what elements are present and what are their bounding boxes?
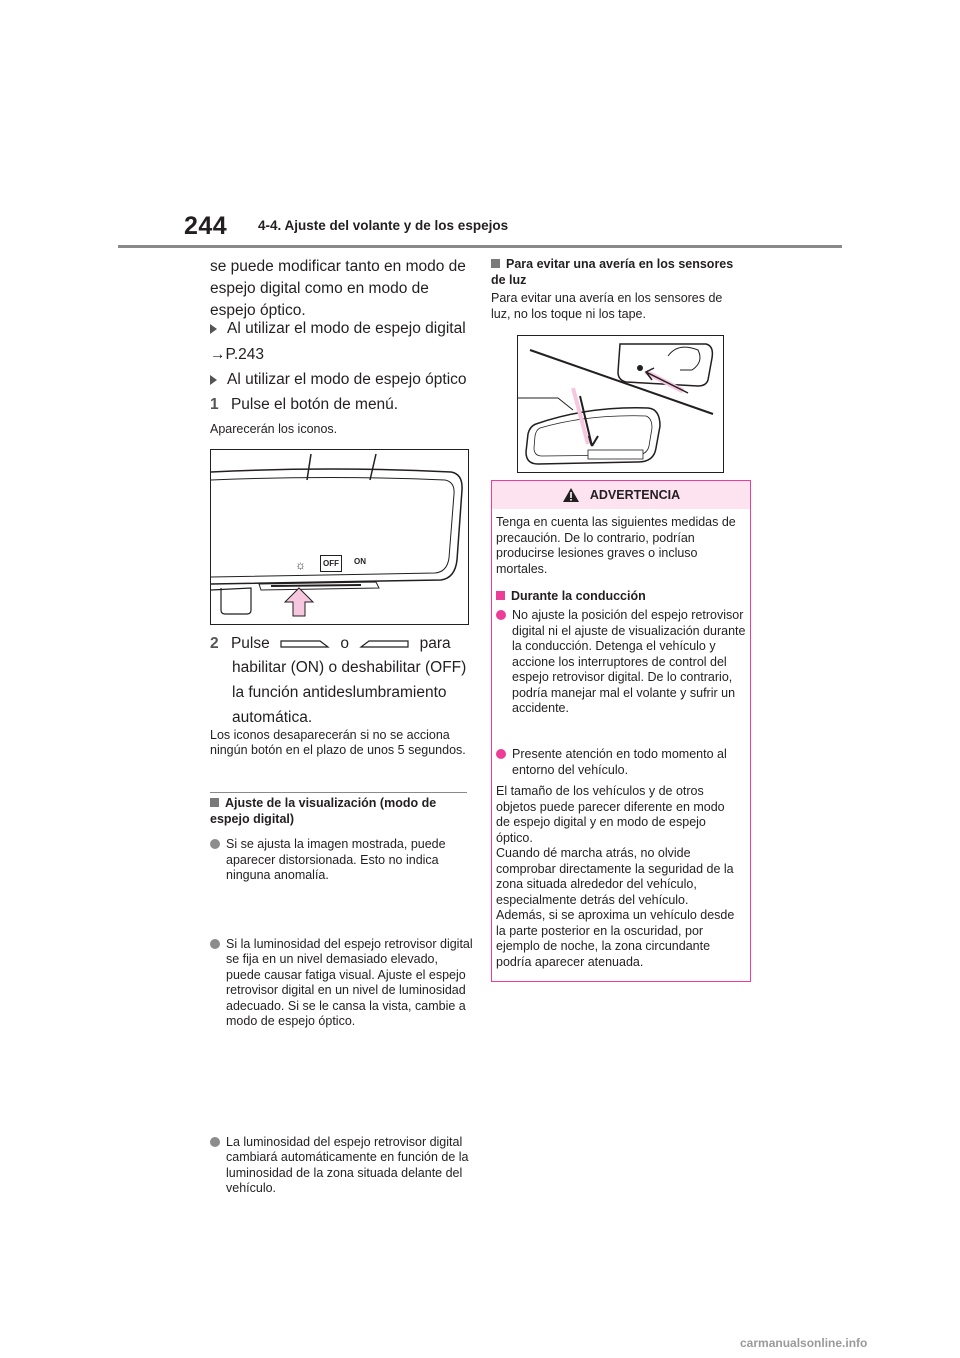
step-number: 1: [210, 396, 219, 413]
light-sensor-illustration: [518, 336, 723, 472]
warning-intro: Tenga en cuenta las siguientes medidas de precaución. De lo contrario, podrían producirse lesiones graves o incluso mortales.: [496, 515, 736, 576]
adjust-item: [210, 837, 476, 884]
step-2-post: para: [419, 635, 451, 652]
step-1-text: Pulse el botón de menú.: [230, 396, 399, 413]
right-button-icon: [359, 639, 409, 649]
adjust-item-text: Si se ajusta la imagen mostrada, puede aparecer distorsionada. Esto no indica ninguna anomalía.: [226, 837, 446, 882]
warning-header: [492, 481, 750, 509]
adjust-item: [210, 937, 476, 1030]
bullet-digital: [210, 318, 480, 340]
figure-light-sensors: [517, 335, 724, 473]
warning-heading: ADVERTENCIA: [589, 488, 681, 502]
step-2-pre: Pulse: [230, 635, 270, 652]
header-rule: [118, 245, 842, 248]
step-2: [210, 633, 480, 655]
warning-subtitle: Durante la conducción: [511, 589, 646, 603]
up-arrow-icon: [283, 586, 315, 618]
section-title: 4-4. Ajuste del volante y de los espejos: [258, 218, 509, 233]
dot-bullet-icon: [496, 749, 506, 759]
warning-item-text: No ajuste la posición del espejo retrovisor digital ni el ajuste de visualización durante la conducción. Detenga el vehículo y accione los interruptores de control del espejo retrovisor digital. De lo contrario, podría manejar mal el volante y sufrir un accidente.: [512, 608, 746, 715]
warning-para: Cuando dé marcha atrás, no olvide comprobar directamente la seguridad de la zona situada alrededor del vehículo, especialmente detrás del vehículo.: [496, 846, 734, 907]
square-bullet-icon: [491, 259, 500, 268]
square-bullet-icon: [210, 798, 219, 807]
triangle-bullet-icon: [210, 375, 217, 385]
warning-item: [496, 747, 748, 778]
step-1-note: Aparecerán los iconos.: [210, 422, 338, 436]
triangle-bullet-icon: [210, 324, 217, 334]
adjust-item: [210, 1135, 476, 1197]
sensor-text: Para evitar una avería en los sensores de luz, no los toque ni los tape.: [491, 291, 723, 321]
adjust-item-text: La luminosidad del espejo retrovisor digital cambiará automáticamente en función de la luminosidad de la zona situada delante del vehículo.: [226, 1134, 469, 1195]
step-2-note: Los iconos desaparecerán si no se acciona ningún botón en el plazo de unos 5 segundos.: [210, 728, 466, 757]
mirror-menu-illustration: [211, 450, 468, 624]
adjust-title: Ajuste de la visualización (modo de espejo digital): [210, 796, 437, 826]
bullet-optical: [210, 369, 480, 391]
sensor-title: Para evitar una avería en los sensores de luz: [491, 257, 734, 287]
warning-box: [491, 480, 751, 982]
step-2-or: o: [340, 635, 349, 652]
square-bullet-icon: [496, 591, 505, 600]
step-number: 2: [210, 635, 219, 652]
divider: [210, 792, 467, 793]
bullet-optical-label: Al utilizar el modo de espejo óptico: [227, 371, 467, 388]
dot-bullet-icon: [210, 839, 220, 849]
dot-bullet-icon: [496, 610, 506, 620]
sun-icon[interactable]: ☼: [295, 558, 306, 572]
dot-bullet-icon: [210, 939, 220, 949]
warning-triangle-icon: [562, 487, 580, 503]
figure-mirror-menu: [210, 449, 469, 625]
bullet-digital-label: Al utilizar el modo de espejo digital: [227, 320, 466, 337]
step-1: [210, 394, 480, 416]
warning-item: [496, 608, 748, 717]
page-number: 244: [184, 212, 228, 240]
warning-subheading: [496, 589, 736, 605]
intro-text: se puede modificar tanto en modo de espejo digital como en modo de espejo óptico.: [210, 258, 466, 319]
page-reference[interactable]: →P.243: [210, 346, 265, 363]
left-button-icon: [280, 639, 330, 649]
warning-para: El tamaño de los vehículos y de otros objetos puede parecer diferente en modo de espejo digital y en modo de espejo óptico.: [496, 784, 725, 845]
watermark: carmanualsonline.info: [740, 1336, 868, 1350]
step-2-rest: habilitar (ON) o deshabilitar (OFF) la función antideslumbramiento automática.: [232, 659, 467, 726]
sensor-heading: [491, 257, 749, 288]
on-icon[interactable]: ON: [354, 557, 366, 566]
adjust-heading: [210, 796, 470, 827]
warning-para: Además, si se aproxima un vehículo desde la parte posterior en la oscuridad, por ejemplo de noche, la zona circundante podría aparecer atenuada.: [496, 908, 735, 969]
off-icon[interactable]: OFF: [320, 555, 342, 572]
dot-bullet-icon: [210, 1137, 220, 1147]
warning-item-text: Presente atención en todo momento al entorno del vehículo.: [512, 747, 727, 777]
adjust-item-text: Si la luminosidad del espejo retrovisor digital se fija en un nivel demasiado elevado, puede causar fatiga visual. Ajuste el espejo retrovisor digital en un nivel de luminosidad adecuado. Si se le cansa la vista, cambie a modo de espejo óptico.: [226, 936, 473, 1028]
